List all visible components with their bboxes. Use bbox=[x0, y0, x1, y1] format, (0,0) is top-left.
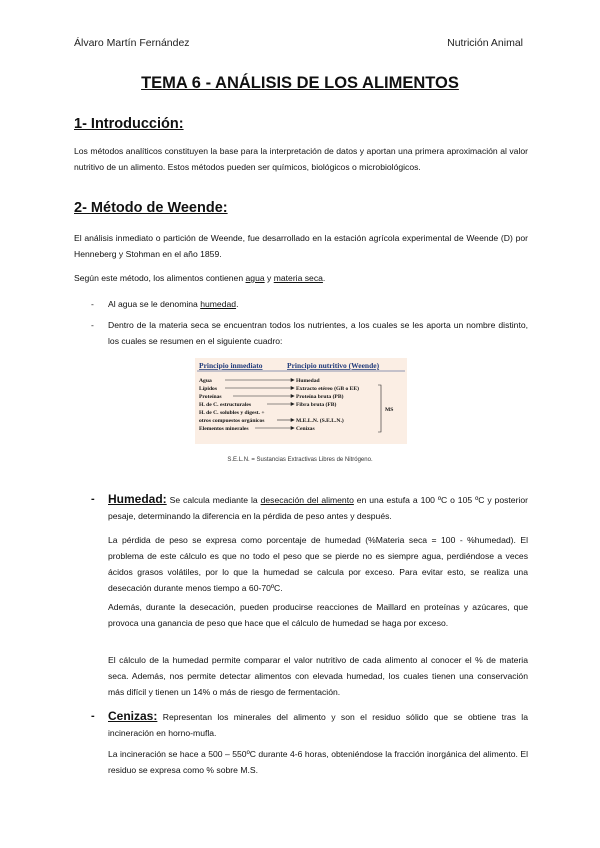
fig-left-item: Lípidos bbox=[199, 386, 218, 392]
fig-right-item: M.E.L.N. (S.E.L.N.) bbox=[296, 418, 344, 424]
fig-left-item: otros compuestos orgánicos bbox=[199, 418, 265, 424]
term-materia-seca: materia seca bbox=[273, 273, 323, 283]
header-author: Álvaro Martín Fernández bbox=[74, 37, 190, 49]
fig-left-item: Proteínas bbox=[199, 394, 222, 400]
fig-left-item: H. de C. estructurales bbox=[199, 402, 252, 408]
humedad-paragraph-1: La pérdida de peso se expresa como porcentaje de humedad (%Materia seca = 100 - %humedad). El problema de este cálculo es que no todo el peso que se pierde no es siempre agua, perdiéndose a veces ácidos grasos volátiles, por lo que la humedad se calcula por exceso. Para evitar esto, se realiza una desecación durante menos tiempo a 60-70ºC. bbox=[108, 535, 528, 593]
section-heading-weende: 2- Método de Weende: bbox=[74, 200, 228, 216]
fig-bracket-label: MS bbox=[385, 407, 394, 413]
weende-table-figure bbox=[195, 358, 407, 444]
fig-right-item: Cenizas bbox=[296, 426, 315, 432]
fig-left-item: Elementos minerales bbox=[199, 426, 249, 432]
fig-left-item: Agua bbox=[199, 378, 212, 384]
fig-right-item: Proteína bruta (PB) bbox=[296, 394, 344, 400]
humedad-paragraph-2: Además, durante la desecación, pueden producirse reacciones de Maillard en proteínas y azúcares, que provoca una ganancia de peso que hace que el cálculo de humedad se haga por exceso. bbox=[108, 602, 528, 628]
fig-left-item: H. de C. solubles y digest. + bbox=[199, 410, 265, 416]
term-agua: agua bbox=[245, 273, 265, 283]
fig-col2-header: Principio nutritivo (Weende) bbox=[287, 361, 380, 370]
section-heading-intro: 1- Introducción: bbox=[74, 116, 184, 132]
humedad-intro: Humedad: Se calcula mediante la desecación del alimento en una estufa a 100 ºC o 105 ºC y posterior pesaje, determinando la diferencia en la pérdida de peso antes y después. bbox=[108, 492, 528, 521]
term-cenizas-heading: Cenizas: bbox=[108, 709, 158, 723]
fig-right-item: Extracto etéreo (GB o EE) bbox=[296, 386, 359, 392]
bullet-dash: - bbox=[91, 299, 94, 309]
fig-right-item: Humedad bbox=[296, 378, 320, 384]
bullet-dash: - bbox=[91, 320, 94, 330]
bullet-dash: - bbox=[91, 710, 95, 722]
weende-paragraph-1: El análisis inmediato o partición de Weende, fue desarrollado en la estación agrícola experimental de Weende (D) por Henneberg y Stohman en el año 1859. bbox=[74, 233, 528, 259]
weende-paragraph-2: Según este método, los alimentos contienen agua y materia seca. bbox=[74, 273, 326, 283]
term-humedad-heading: Humedad: bbox=[108, 492, 167, 506]
cenizas-intro: Cenizas: Representan los minerales del alimento y son el residuo sólido que se obtiene tras la incineración en horno-mufla. bbox=[108, 709, 528, 738]
page-title: TEMA 6 - ANÁLISIS DE LOS ALIMENTOS bbox=[141, 74, 459, 92]
bullet-materia-seca: Dentro de la materia seca se encuentran todos los nutrientes, a los cuales se les aporta un nombre distinto, los cuales se resumen en el siguiente cuadro: bbox=[108, 320, 528, 346]
fig-col1-header: Principio inmediato bbox=[199, 361, 263, 370]
header-subject: Nutrición Animal bbox=[447, 37, 523, 49]
bullet-dash: - bbox=[91, 493, 95, 505]
humedad-paragraph-3: El cálculo de la humedad permite comparar el valor nutritivo de cada alimento al conocer el % de materia seca. Además, nos permite detectar alimentos con elevada humedad, los cuales tienen una conservación más difícil y tienen un 14% o más de riesgo de fermentación. bbox=[108, 655, 528, 697]
cenizas-paragraph-1: La incineración se hace a 500 – 550ºC durante 4-6 horas, obteniéndose la fracción inorgánica del alimento. El residuo se expresa como % sobre M.S. bbox=[108, 749, 528, 775]
term-humedad: humedad bbox=[200, 299, 237, 309]
bullet-humedad-def: Al agua se le denomina humedad. bbox=[108, 299, 239, 309]
term-desecacion: desecación del alimento bbox=[260, 495, 354, 505]
fig-right-item: Fibra bruta (FB) bbox=[296, 402, 337, 408]
intro-paragraph: Los métodos analíticos constituyen la base para la interpretación de datos y aportan una primera aproximación al valor nutritivo de un alimento. Estos métodos pueden ser químicos, biológicos o microbiológicos. bbox=[74, 146, 528, 172]
figure-caption: S.E.L.N. = Sustancias Extractivas Libres de Nitrógeno. bbox=[227, 457, 373, 463]
